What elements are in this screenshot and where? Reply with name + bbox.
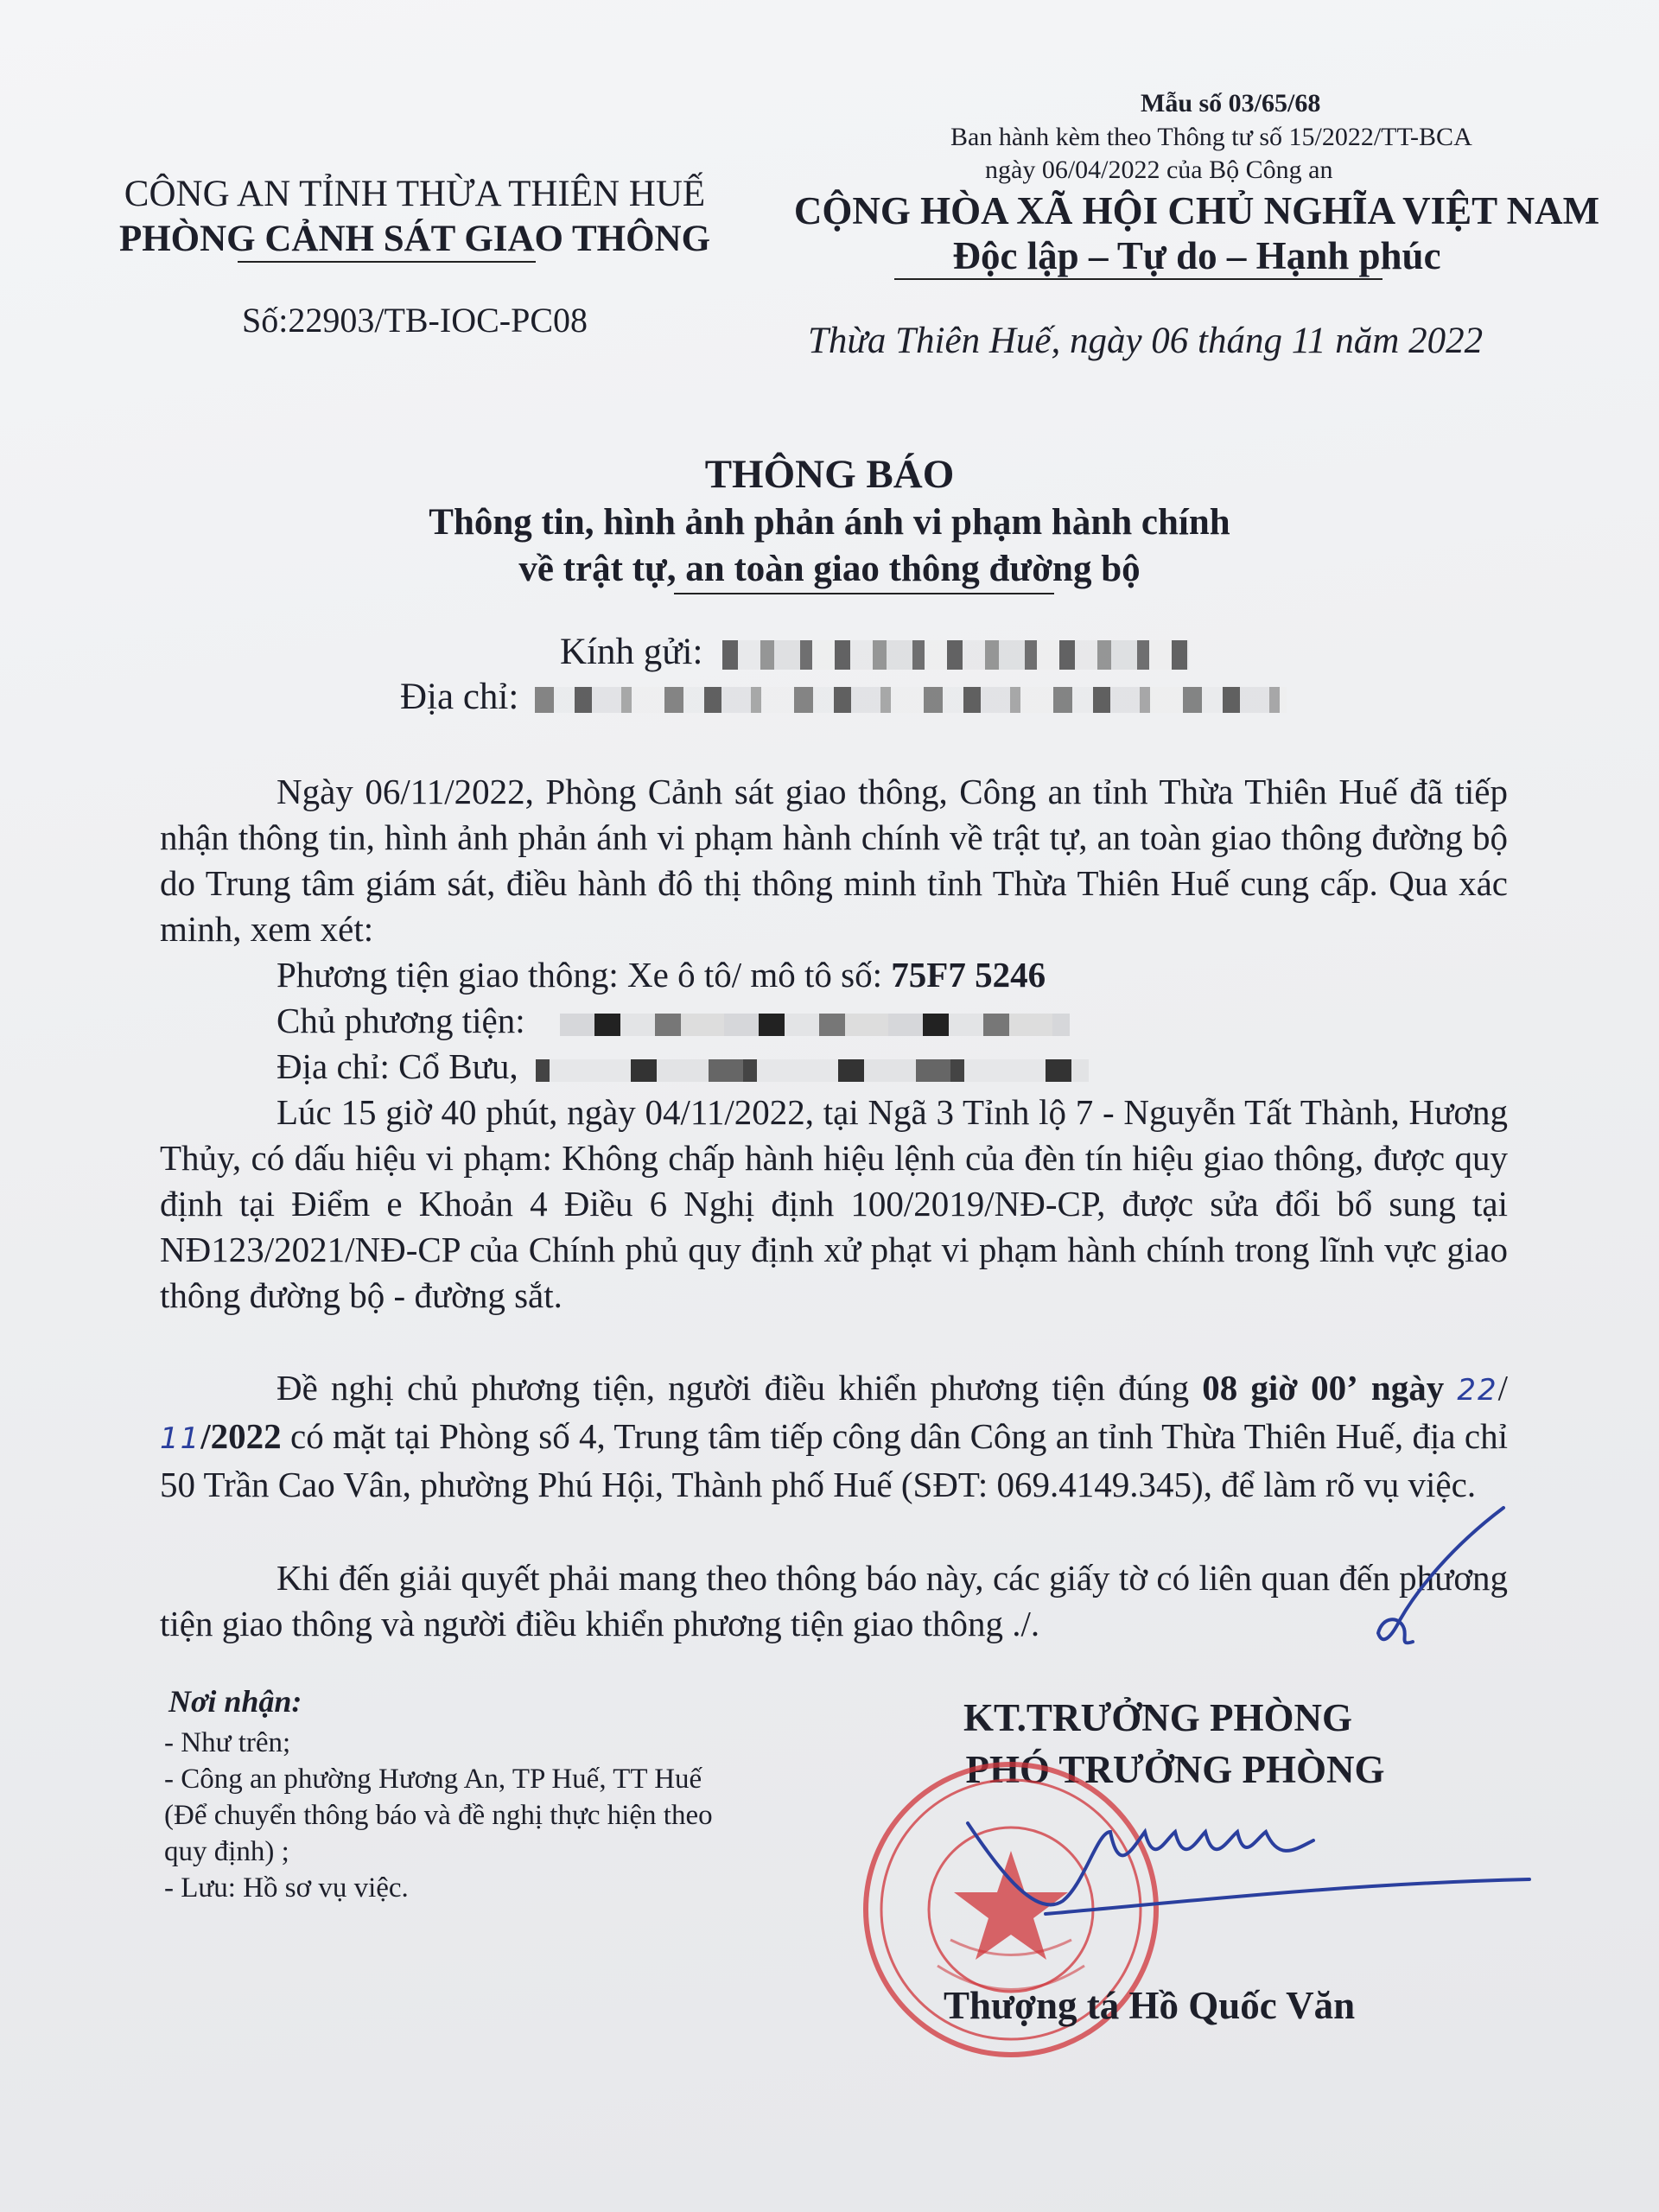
nation-motto: Độc lập – Tự do – Hạnh phúc	[952, 234, 1441, 277]
paragraph-violation: Lúc 15 giờ 40 phút, ngày 04/11/2022, tại Ngã 3 Tỉnh lộ 7 - Nguyễn Tất Thành, Hương Thủy, có dấu hiệu vi phạm: Không chấp hành hiệu lệnh của đèn tín hiệu giao thông, được quy định tại Điểm e Khoản 4 Điều 6 Nghị định 100/2019/NĐ-CP, được sửa đổi bổ sung tại NĐ123/2021/NĐ-CP của Chính phủ quy định xử phạt vi phạm hành chính trong lĩnh vực giao thông đường bộ - đường sắt.	[160, 1092, 1508, 1315]
vehicle-plate: 75F7 5246	[891, 955, 1046, 995]
vehicle-label: Phương tiện giao thông: Xe ô tô/ mô tô số:	[276, 955, 892, 995]
agency-parent: CÔNG AN TỈNH THỪA THIÊN HUẾ	[124, 174, 706, 214]
signature-title-1: KT.TRƯỞNG PHÒNG	[963, 1696, 1352, 1739]
owner-redacted	[560, 1014, 1070, 1036]
summons-month-handwritten: 11	[160, 1421, 201, 1456]
paragraph-requirements: Khi đến giải quyết phải mang theo thông báo này, các giấy tờ có liên quan đến phương tiện giao thông và người điều khiển phương tiện giao thông ./.	[160, 1558, 1508, 1643]
summons-time: 08 giờ 00’	[1202, 1368, 1358, 1408]
owner-label: Chủ phương tiện:	[276, 1001, 525, 1040]
owner-row	[276, 998, 1503, 1044]
summons-day-label: ngày	[1370, 1368, 1445, 1408]
summons-day-handwritten: 22	[1457, 1373, 1498, 1408]
title-underline	[674, 593, 1054, 594]
doc-subtitle-1: Thông tin, hình ảnh phản ánh vi phạm hành chính	[429, 502, 1230, 543]
form-code: Mẫu số 03/65/68	[1141, 89, 1321, 118]
recipients-list	[164, 1725, 855, 1906]
signatory-name: Thượng tá Hồ Quốc Văn	[944, 1984, 1356, 2027]
nation-name: CỘNG HÒA XÃ HỘI CHỦ NGHĨA VIỆT NAM	[793, 189, 1600, 232]
handwritten-signature	[933, 1469, 1555, 1953]
recipient-row	[560, 631, 1189, 673]
owner-address-label: Địa chỉ: Cổ Bưu,	[276, 1046, 518, 1086]
form-issued-line2: ngày 06/04/2022 của Bộ Công an	[985, 156, 1333, 184]
recipient-label: Kính gửi:	[560, 632, 703, 672]
place-date: Thừa Thiên Huế, ngày 06 tháng 11 năm 2022	[808, 321, 1484, 361]
owner-address-row	[276, 1044, 1503, 1090]
signature-title-2: PHÓ TRƯỞNG PHÒNG	[965, 1748, 1385, 1791]
recipient-item: - Công an phường Hương An, TP Huế, TT Huế	[164, 1764, 702, 1795]
doc-subtitle-2: về trật tự, an toàn giao thông đường bộ	[518, 549, 1141, 589]
form-issued-line1: Ban hành kèm theo Thông tư số 15/2022/TT-BCA	[950, 123, 1472, 151]
recipient-address-label: Địa chỉ:	[400, 677, 519, 717]
recipient-redacted	[722, 640, 1189, 670]
recipient-address-row	[400, 676, 1287, 718]
vehicle-row	[276, 952, 1503, 998]
recipient-item: quy định) ;	[164, 1836, 289, 1867]
paragraph-intro: Ngày 06/11/2022, Phòng Cảnh sát giao thông, Công an tỉnh Thừa Thiên Huế đã tiếp nhận thông tin, hình ảnh phản ánh vi phạm hành chính về trật tự, an toàn giao thông đường bộ do Trung tâm giám sát, điều hành đô thị thông minh tỉnh Thừa Thiên Huế cung cấp. Qua xác minh, xem xét:	[160, 772, 1508, 949]
recipient-item: - Lưu: Hồ sơ vụ việc.	[164, 1872, 409, 1904]
summons-text-b: có mặt tại Phòng số 4, Trung tâm tiếp công dân Công an tỉnh Thừa Thiên Huế, địa chỉ 50 Trần Cao Vân, phường Phú Hội, Thành phố Huế (SĐT: 069.4149.345), để làm rõ vụ việc.	[160, 1416, 1508, 1504]
summons-text-a: Đề nghị chủ phương tiện, người điều khiển phương tiện đúng	[276, 1368, 1203, 1408]
agency-underline	[238, 261, 536, 263]
motto-underline	[894, 278, 1382, 280]
summons-year: /2022	[200, 1416, 282, 1456]
recipients-heading: Nơi nhận:	[168, 1684, 302, 1719]
paragraph-summons: Đề nghị chủ phương tiện, người điều khiển phương tiện đúng 08 giờ 00’ ngày 22/ 11/2022 có mặt tại Phòng số 4, Trung tâm tiếp công dân Công an tỉnh Thừa Thiên Huế, địa chỉ 50 Trần Cao Vân, phường Phú Hội, Thành phố Huế (SĐT: 069.4149.345), để làm rõ vụ việc.	[160, 1368, 1508, 1504]
recipient-address-redacted	[535, 687, 1287, 713]
recipient-item: - Như trên;	[164, 1727, 291, 1758]
doc-number: Số:22903/TB-IOC-PC08	[241, 301, 588, 340]
recipient-item: (Để chuyển thông báo và đề nghị thực hiện theo	[164, 1800, 713, 1831]
doc-title: THÔNG BÁO	[704, 452, 955, 497]
agency-name: PHÒNG CẢNH SÁT GIAO THÔNG	[118, 219, 711, 259]
owner-address-redacted	[536, 1059, 1089, 1082]
